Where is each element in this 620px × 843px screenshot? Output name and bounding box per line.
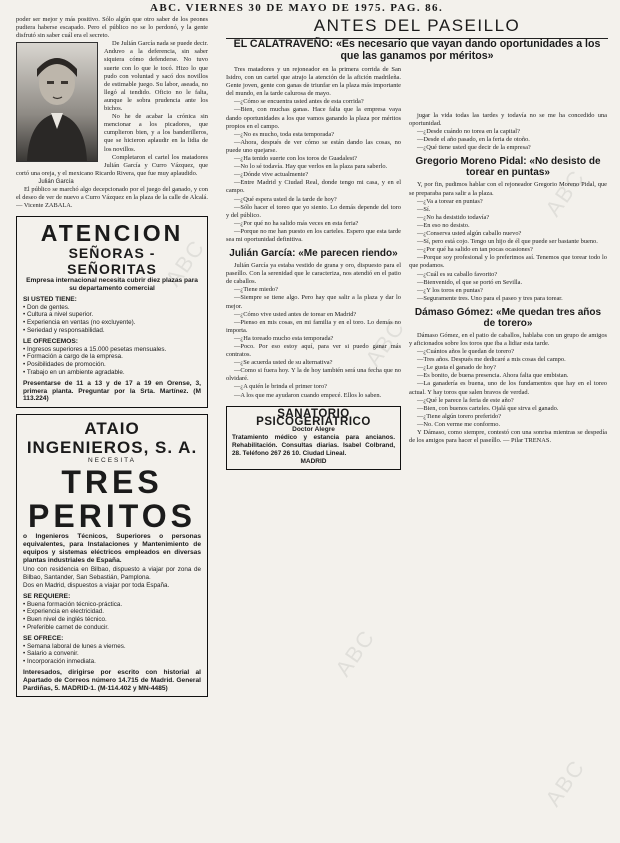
ad-ataio-req-0: • Buena formación técnico-práctica. [23,600,123,608]
right-column [409,112,607,445]
right-p19: —¿Cuántos años le quedan de torero? [417,348,515,356]
center-p24: —A los que me ayudaron cuando empecé. Ellos lo saben. [234,391,382,399]
ad-atencion-offer-0: • Ingresos superiores a 15.000 pesetas mensuales. [23,345,167,353]
right-p16: —¿Y los toros en puntas? [417,286,483,294]
photo-caption: Julián García [38,178,74,185]
main-headline: EL CALATRAVEÑO: «Es necesario que vayan dando oportunidades a los que las ganamos por méritos» [233,38,601,62]
center-p8: —¿Dónde vive actualmente? [234,171,309,179]
center-p5: —Ahora, después de ver cómo se están dando las cosas, no puede uno quejarse. [226,138,401,154]
ad-ataio-req-3: • Preferible carnet de conducir. [23,624,109,632]
right-p5: Y, por fin, pudimos hablar con el rejoneador Gregorio Moreno Pidal, que se preparaba para salir a la plaza. [409,181,607,197]
right-p4: —¿Qué tiene usted que decir de la empresa? [417,144,531,152]
right-p24: —¿Qué le parece la feria de este año? [417,396,514,404]
right-p6: —¿Va a torear en puntas? [417,197,483,205]
ad-atencion-offer-3: • Trabajo en un ambiente agradable. [23,369,125,377]
ad-ataio-offer-2: • Incorporación inmediata. [23,658,96,666]
center-p22: —Como si fuera hoy. Y la de hoy también será una fecha que no olvidaré. [226,367,401,383]
watermark-5: ABC [540,754,591,811]
ad-atencion-offer-2: • Posibilidades de promoción. [23,361,106,369]
right-p26: —¿Tiene algún torero preferido? [417,412,502,420]
center-p23: —¿A quién le brinda el primer toro? [234,383,327,391]
right-p8: —¿No ha desistido todavía? [417,213,490,221]
ad-atencion-req-2: • Experiencia en ventas (no excluyente). [23,319,136,327]
ad-atencion-offer-1: • Formación a cargo de la empresa. [23,353,123,361]
left-p5: El público se marchó algo decepcionado por el juego del ganado, y con el deseo de ver de nuevo a Curro Vázquez en la plaza de la calle de Alcalá. — Vicente ZABALA. [16,185,208,210]
right-p2: —¿Desde cuándo no torea en la capital? [417,128,520,136]
ad-ataio-req-1: • Experiencia en electricidad. [23,608,104,616]
right-p13: —Porque soy profesional y lo preferimos así. Tenemos que torear todo lo que podamos. [409,254,607,270]
ad-sanatorio-title: SANATORIO PSICOGERIATRICO [256,407,371,428]
right-p18: Dámaso Gómez, en el patio de caballos, hablaba con un grupo de amigos y aficionados sobre los toros que iba a lidiar esta tarde. [409,331,607,347]
ad-atencion-contact: Presentarse de 11 a 13 y de 17 a 19 en Orense, 3, primera planta. Preguntar por la Srta. Martínez. (M 113.224) [23,379,201,403]
subhead-julian-garcia: Julián García: «Me parecen riendo» [229,248,398,260]
right-p21: —¿Le gusta el ganado de hoy? [417,364,496,372]
ad-atencion [16,216,208,408]
right-p14: —¿Cuál es su caballo favorito? [417,270,498,278]
ad-ataio-body: o Ingenieros Técnicos, Superiores o personas equivalentes, para Instalaciones y Mantenimiento de equipos y sistemas eléctricos empleados en diversas plantas industriales de España. [23,533,201,564]
watermark-2: ABC [360,314,411,371]
center-p14: Julián García ya estaba vestido de grana y oro, dispuesto para el paseíllo. Con la serenidad que le caracteriza, nos atendió en el patio de caballos. [226,262,401,286]
center-p20: —Poco. Por eso estoy aquí, para ver si puedo ganar más contratos. [226,343,401,359]
ad-ataio-req-title: SE REQUIERE: [23,592,71,600]
right-p23: —La ganadería es buena, uno de los fundamentos que hay en el toreo actual. Y hay toros que salen bravos de verdad. [409,380,607,396]
right-p1: jugar la vida todas las tardes y todavía no se me ha concedido una oportunidad. [409,112,607,128]
center-p1: Tres matadores y un rejoneador en la primera corrida de San Isidro, con un cartel que atrajo la atención de la afición madrileña. Gente joven, gente con ganas de triunfar en la plaza más importante del mundo, en la tarde calurosa de mayo. [226,66,401,98]
ad-ataio-p2: Uno con residencia en Bilbao, dispuesto a viajar por zona de Bilbao, Santander, San Sebastián, Pamplona. [23,566,201,582]
center-p2: —¿Cómo se encuentra usted antes de esta corrida? [234,98,364,106]
ad-sanatorio-city: MADRID [300,457,327,465]
ad-atencion-req-3: • Seriedad y responsabilidad. [23,327,105,335]
center-p7: —No lo sé todavía. Hay que verlos en la plaza para saberlo. [234,163,388,171]
ad-ataio-headline: TRES PERITOS [28,464,196,535]
center-p12: —¿Por qué no ha salido más veces en esta feria? [234,219,359,227]
left-p3: No he de acabar la crónica sin mencionar a los picadores, que cumplieron bien, y a los banderilleros, que se hicieron aplaudir en la lidia de los novillos. [104,113,208,153]
center-p21: —¿Se acuerda usted de su alternativa? [234,359,333,367]
ad-ataio-p3: Dos en Madrid, dispuestos a viajar por toda España. [23,582,170,590]
left-column [16,16,208,697]
ad-ataio [16,414,208,697]
right-p28: Y Dámaso, como siempre, contestó con una sonrisa mientras se despedía de los amigos para hacer el paseíllo. — Pilar TRENAS. [409,429,607,445]
portrait-photo-icon [16,42,98,162]
ad-ataio-offer-1: • Salario a convenir. [23,650,79,658]
running-head: ABC. VIERNES 30 DE MAYO DE 1975. PAG. 86. [150,2,444,14]
ad-ataio-req-2: • Buen nivel de inglés técnico. [23,616,107,624]
center-p9: —Entre Madrid y Ciudad Real, donde tengo mi casa, y en el campo. [226,179,401,195]
center-p17: —¿Cómo vive usted antes de torear en Madrid? [234,310,357,318]
right-p22: —Es bonito, de buena presencia. Ahora falta que embistan. [417,372,569,380]
center-p4: —¿No es mucho, toda esta temporada? [234,130,335,138]
ad-ataio-contact: Interesados, dirigirse por escrito con historial al Apartado de Correos número 14.715 de Madrid. General Pardiñas, 5. MADRID-1. (M-114.402 y MN-4485) [23,669,201,692]
center-p16: —Siempre se tiene algo. Pero hay que salir a la plaza y dar lo mejor. [226,294,401,310]
ad-atencion-offer-title: LE OFRECEMOS: [23,337,78,345]
center-p19: —¿Ha toreado mucho esta temporada? [234,334,334,342]
watermark-4: ABC [330,624,381,681]
right-p27: —No. Con verme me conformo. [417,420,501,428]
ad-sanatorio-body: Tratamiento médico y estancia para ancianos. Rehabilitación. Consultas diarias. Isabel Colbrand, 28. Teléfono 267 26 10. Ciudad Lineal. [232,433,395,457]
center-column [226,66,401,470]
ad-atencion-lead: Empresa internacional necesita cubrir diez plazas para su departamento comercial [26,277,198,293]
center-p18: —Pienso en mis cosas, en mi familia y en el toro. Lo demás no importa. [226,318,401,334]
right-p9: —En eso no desisto. [417,221,470,229]
right-p11: —Sí, pero está cojo. Tengo un hijo de él que puede ser bastante bueno. [417,238,598,246]
center-p10: —¿Qué espera usted de la tarde de hoy? [234,195,337,203]
right-p25: —Bien, con buenos carteles. Ojalá que sirva el ganado. [417,404,559,412]
right-p12: —¿Por qué ha salido en tan pocas ocasiones? [417,246,533,254]
watermark-3: ABC [540,164,591,221]
right-p15: —Bienvenido, el que se portó en Sevilla. [417,278,523,286]
ad-sanatorio-doctor: Doctor Alegre [292,425,335,433]
ad-atencion-req-1: • Cultura a nivel superior. [23,311,94,319]
ad-ataio-offer-title: SE OFRECE: [23,634,64,642]
subhead-damaso-gomez: Dámaso Gómez: «Me quedan tres años de torero» [414,306,602,329]
left-p2: De Julián García nada se puede decir. Anduvo a la deferencia, sin saber siquiera cómo defenderse. No tuvo suerte con lo que le tocó. Hizo lo que pudo con voluntad y sacó dos novillos de estimable juego. Su labor, aseada, no llegó al tendido. Oficio no le falta, aunque le sobra prudencia ante los bichos. [104,40,208,113]
ad-atencion-req-title: SI USTED TIENE: [23,295,77,303]
left-intro: poder ser mejor y más positivo. Sólo algún que otro saber de los peones pudiera haberse escapado. Pero el público no se lo perdonó, y la gente disfrutó sin saber cuál era el secreto. [16,16,208,40]
center-p3: —Bien, con muchas ganas. Hace falta que la empresa vaya dando oportunidades a los que vamos ganando la plaza por méritos propios en el campo. [226,106,401,130]
center-p13: —Porque no me han puesto en los carteles. Espero que esta tarde sea mi oportunidad definitiva. [226,227,401,243]
center-p15: —¿Tiene miedo? [234,286,278,294]
center-p6: —¿Ha tenido suerte con los toros de Guadalest? [234,155,357,163]
right-p17: —Seguramente tres. Uno para el paseo y tres para torear. [417,294,563,302]
section-title: ANTES DEL PASEILLO [313,16,521,35]
ad-atencion-title: ATENCION [40,220,184,247]
ad-ataio-company: ATAIO INGENIEROS, S. A. [26,419,198,458]
right-p3: —Desde el año pasado, en la feria de otoño. [417,136,530,144]
ad-ataio-needs: NECESITA [87,457,137,465]
right-p7: —Sí. [417,205,431,213]
right-p20: —Tres años. Después me dedicaré a mis cosas del campo. [417,356,566,364]
ad-atencion-subtitle: SEÑORAS - SEÑORITAS [67,245,157,278]
left-p4: Completaron el cartel los matadores Julián García y Curro Vázquez, que cortó una oreja, y el mexicano Ricardo Rivera, que fue muy aplaudido. [16,153,208,177]
ad-sanatorio [226,406,401,470]
ad-ataio-offer-0: • Semana laboral de lunes a viernes. [23,642,126,650]
ad-atencion-req-0: • Don de gentes. [23,303,70,311]
center-p11: —Sólo hacer el toreo que yo siento. Lo demás depende del toro y del público. [226,203,401,219]
subhead-moreno-pidal: Gregorio Moreno Pidal: «No desisto de torear en puntas» [415,156,601,179]
watermark-1: ABC [160,234,211,291]
right-p10: —¿Conserva usted algún caballo nuevo? [417,230,522,238]
